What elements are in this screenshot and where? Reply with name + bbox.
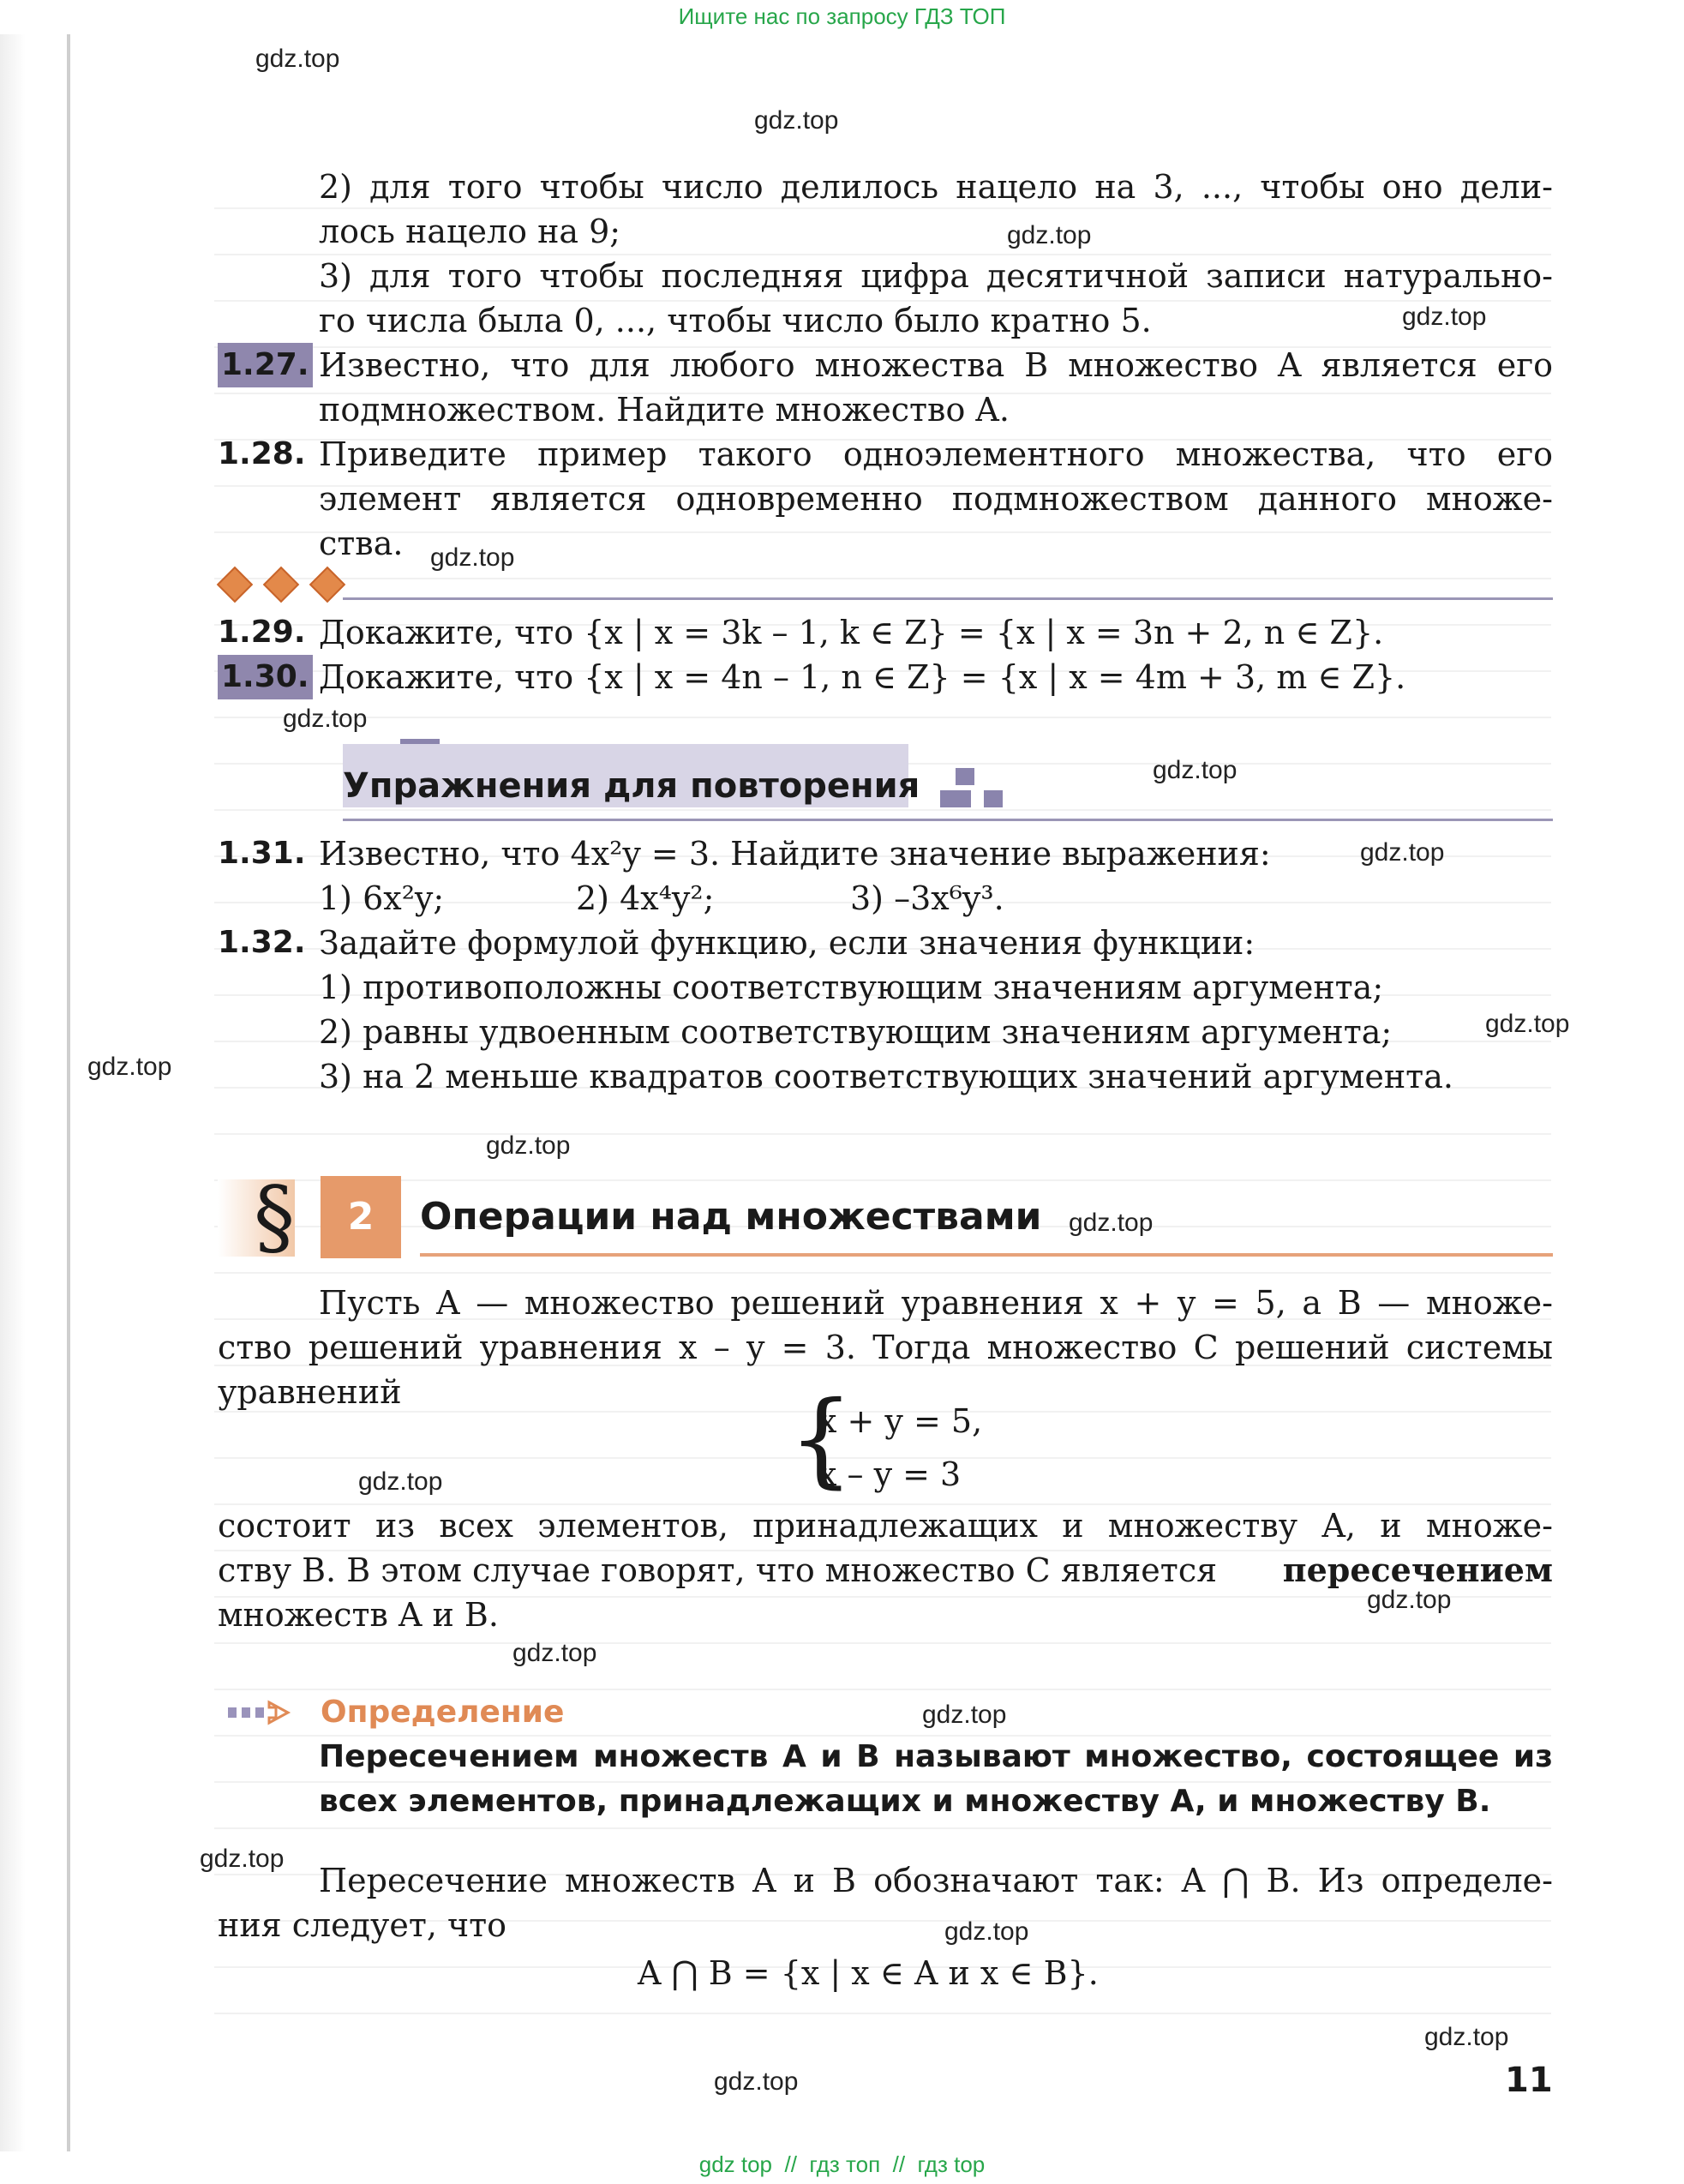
exercise-text: элемент является одновременно подмножеством данного множе- xyxy=(319,480,1553,518)
exercise-text: Известно, что 4x²y = 3. Найдите значение выражения: xyxy=(319,835,1271,873)
exercise-text: подмножеством. Найдите множество A. xyxy=(319,391,1010,429)
exercise-text: Докажите, что {x | x = 3k – 1, k ∈ Z} = {x | x = 3n + 2, n ∈ Z}. xyxy=(319,614,1384,651)
watermark: gdz.top xyxy=(944,1917,1029,1946)
body-line: ство решений уравнения x – y = 3. Тогда множество C решений системы xyxy=(218,1329,1553,1366)
watermark: gdz.top xyxy=(714,2067,799,2096)
formula-intersection: A ⋂ B = {x | x ∈ A и x ∈ B}. xyxy=(638,1954,1099,1992)
exercise-text: Известно, что для любого множества B множество A является его xyxy=(319,346,1554,384)
page-binding-edge xyxy=(67,34,70,2151)
watermark: gdz.top xyxy=(1485,1010,1570,1038)
continuation-line: го числа была 0, ..., чтобы число было кратно 5. xyxy=(319,302,1152,339)
watermark: gdz.top xyxy=(1402,303,1487,331)
watermark: gdz.top xyxy=(1069,1209,1154,1237)
watermark: gdz.top xyxy=(754,106,839,135)
top-banner[interactable]: Ищите нас по запросу ГДЗ ТОП xyxy=(678,3,1006,29)
continuation-line: лось нацело на 9; xyxy=(319,213,621,250)
body-line: ния следует, что xyxy=(218,1906,507,1944)
definition-arrow-icon xyxy=(226,1695,303,1733)
watermark: gdz.top xyxy=(1424,2023,1509,2051)
continuation-line: 3) для того чтобы последняя цифра десятичной записи натурально- xyxy=(319,257,1553,295)
body-line: уравнений xyxy=(218,1373,402,1411)
exercise-number: 1.27. xyxy=(218,343,313,387)
exercise-text: Докажите, что {x | x = 4n – 1, n ∈ Z} = {x | x = 4m + 3, m ∈ Z}. xyxy=(319,658,1406,696)
exercise-number: 1.29. xyxy=(218,615,306,650)
watermark: gdz.top xyxy=(87,1053,172,1081)
body-text: ству B. В этом случае говорят, что множество C является xyxy=(218,1551,1218,1589)
term-intersection: пересечением xyxy=(1282,1551,1553,1589)
definition-text: Пересечением множеств A и B называют множество, состоящее из xyxy=(319,1739,1553,1774)
exercise-option: 1) противоположны соответствующим значениям аргумента; xyxy=(319,969,1384,1006)
footer-links[interactable]: gdz top // гдз топ // гдз top xyxy=(698,2151,986,2177)
watermark: gdz.top xyxy=(1360,838,1445,867)
watermark: gdz.top xyxy=(430,543,515,572)
heading-decoration xyxy=(956,768,974,785)
exercise-text: Приведите пример такого одноэлементного множества, что его xyxy=(319,435,1553,473)
section-divider xyxy=(343,819,1553,821)
watermark: gdz.top xyxy=(358,1467,443,1496)
watermark: gdz.top xyxy=(200,1845,285,1873)
exercise-number: 1.28. xyxy=(218,436,306,471)
continuation-line: 2) для того чтобы число делилось нацело на 3, ..., чтобы оно дели- xyxy=(319,168,1553,206)
page-number: 11 xyxy=(1505,2061,1553,2100)
body-line: Пересечение множеств A и B обозначают так: A ⋂ B. Из определе- xyxy=(319,1862,1553,1899)
body-line: состоит из всех элементов, принадлежащих и множеству A, и множе- xyxy=(218,1507,1553,1545)
exercise-option: 3) –3x⁶y³. xyxy=(850,879,1004,917)
page-gutter-shadow xyxy=(0,34,26,2151)
section-title-underline xyxy=(420,1253,1553,1257)
body-line: множеств A и B. xyxy=(218,1596,499,1634)
exercise-option: 1) 6x²y; xyxy=(319,879,445,917)
section-sign: § xyxy=(254,1169,295,1265)
body-line: Пусть A — множество решений уравнения x + y = 5, а B — множе- xyxy=(319,1284,1553,1322)
section-divider xyxy=(343,597,1553,600)
heading-decoration xyxy=(940,790,971,807)
exercise-text: ства. xyxy=(319,525,404,562)
watermark: gdz.top xyxy=(486,1131,571,1160)
exercise-option: 2) равны удвоенным соответствующим значениям аргумента; xyxy=(319,1013,1393,1051)
watermark: gdz.top xyxy=(1153,756,1238,784)
review-heading: Упражнения для повторения xyxy=(343,766,920,806)
exercise-option: 3) на 2 меньше квадратов соответствующих значений аргумента. xyxy=(319,1058,1453,1095)
definition-label: Определение xyxy=(321,1695,565,1730)
exercise-number: 1.31. xyxy=(218,836,306,871)
definition-text: всех элементов, принадлежащих и множеству A, и множеству B. xyxy=(319,1784,1491,1819)
exercise-number: 1.30. xyxy=(218,655,313,699)
exercise-text: Задайте формулой функцию, если значения функции: xyxy=(319,924,1256,962)
watermark: gdz.top xyxy=(1007,221,1092,249)
watermark: gdz.top xyxy=(255,45,340,73)
heading-decoration xyxy=(984,790,1003,807)
exercise-option: 2) 4x⁴y²; xyxy=(576,879,715,917)
system-equation: x + y = 5, xyxy=(818,1402,983,1440)
watermark: gdz.top xyxy=(283,705,368,733)
watermark: gdz.top xyxy=(512,1639,597,1667)
watermark: gdz.top xyxy=(922,1701,1007,1729)
exercise-number: 1.32. xyxy=(218,925,306,960)
body-line xyxy=(218,1548,1553,1593)
system-brace: { xyxy=(788,1380,854,1499)
section-number: 2 xyxy=(321,1176,401,1258)
system-equation: x – y = 3 xyxy=(818,1455,962,1493)
section-title: Операции над множествами xyxy=(420,1195,1042,1239)
watermark: gdz.top xyxy=(1367,1586,1452,1614)
